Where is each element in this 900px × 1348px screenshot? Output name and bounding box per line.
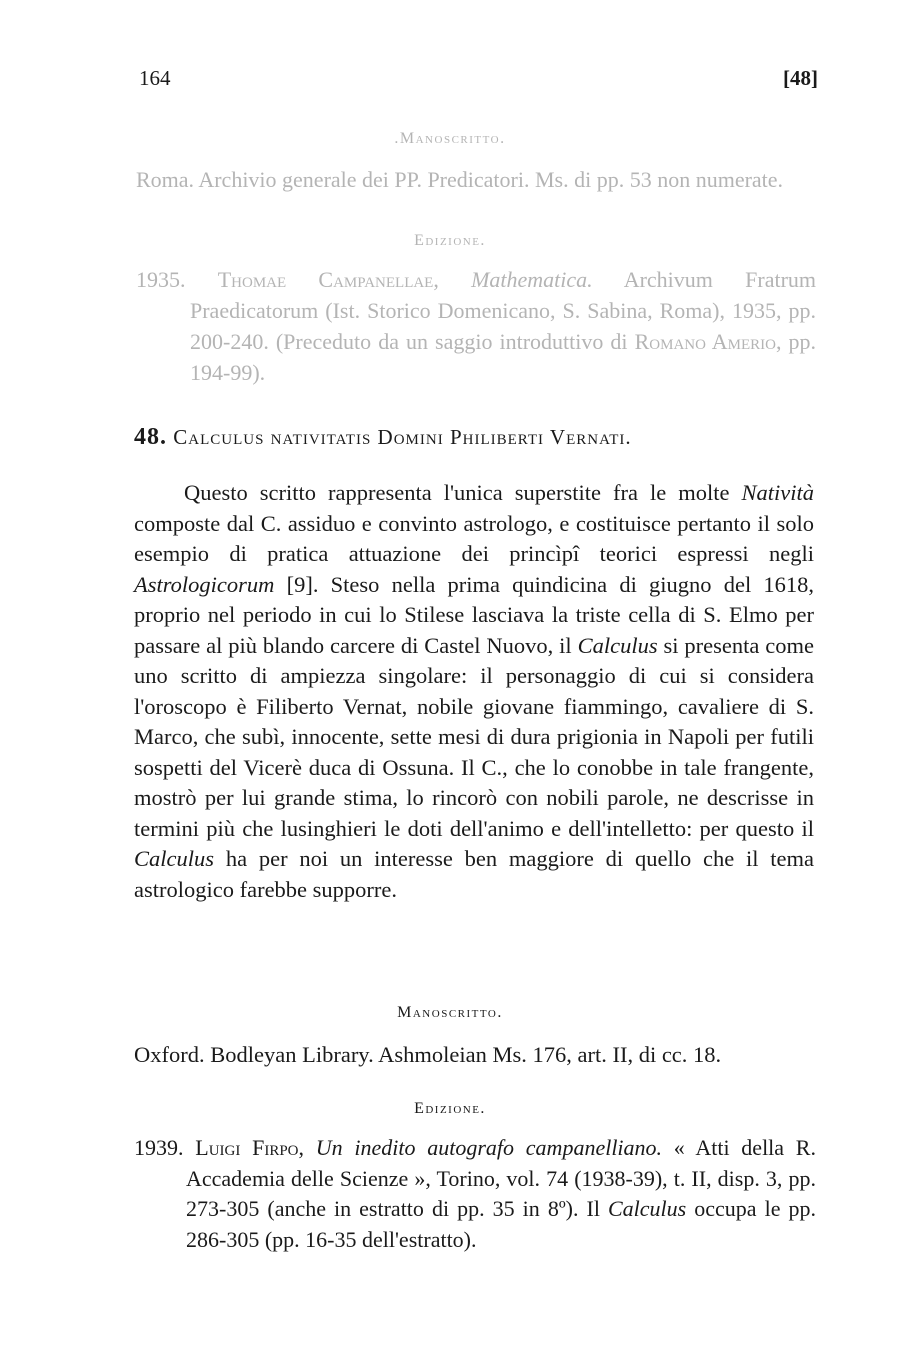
edition-rest: « Atti della R. Accademia delle Scienze », Torino, vol. 74 (1938-39), t. II, disp. 3, pp. 273-305 (anche in estratto di pp. 35 in 8º). Il bbox=[186, 1135, 816, 1221]
faded-edition-heading: Edizione. bbox=[414, 232, 486, 249]
section-title-text: Calculus nativitatis Domini Philiberti Vernati. bbox=[173, 425, 632, 449]
edition-year: 1939. bbox=[134, 1135, 184, 1160]
faded-edition-title: Mathematica. bbox=[471, 267, 593, 292]
edition-heading: Edizione. bbox=[414, 1100, 486, 1117]
body-text-1: Questo scritto rappresenta l'unica superstite fra le molte bbox=[184, 480, 730, 505]
faded-edition-name: Romano Amerio, bbox=[634, 329, 782, 354]
page-reference: [48] bbox=[783, 66, 818, 90]
body-text-3: [9]. Steso nella prima quindicina di giugno del 1618, proprio nel periodo in cui lo Stilese lasciava la triste cella di S. Elmo per passare al più blando carcere di Castel Nuovo, il bbox=[134, 571, 814, 658]
edition-author: Luigi Firpo, bbox=[195, 1135, 305, 1160]
faded-edition-year: 1935. bbox=[136, 267, 186, 292]
faded-manuscript-text: Roma. Archivio generale dei PP. Predicatori. Ms. di pp. 53 non numerate. bbox=[136, 167, 784, 192]
faded-manuscript-heading: .Manoscritto. bbox=[394, 130, 506, 147]
section-number: 48. bbox=[134, 424, 167, 450]
manuscript-text: Oxford. Bodleyan Library. Ashmoleian Ms. 176, art. II, di cc. 18. bbox=[134, 1042, 722, 1067]
faded-edition-entry bbox=[136, 264, 816, 388]
body-paragraph bbox=[134, 478, 814, 905]
italic-calculus-1: Calculus bbox=[577, 632, 658, 658]
italic-astrologicorum: Astrologicorum bbox=[134, 571, 275, 597]
body-text-2: composte dal C. assiduo e convinto astrologo, e costituisce pertanto il solo esempio di pratica attuazione dei princìpî teorici espressi negli bbox=[134, 510, 814, 566]
page-number: 164 bbox=[139, 66, 171, 90]
body-text-5: ha per noi un interesse ben maggiore di quello che il tema astrologico farebbe supporre. bbox=[134, 846, 815, 902]
body-text-4: si presenta come uno scritto di ampiezza singolare: il personaggio di cui si considera l'oroscopo è Filiberto Vernat, nobile giovane fiammingo, cavaliere di S. Marco, che subì, innocente, sette mesi di dura prigionia in Napoli per futili sospetti del Vicerè duca di Ossuna. Il C., che lo conobbe in tale frangente, mostrò per lui grande stima, lo rincorò con nobili parole, ne descrisse in termini più che lusinghieri le doti dell'animo e dell'intelletto: per questo il bbox=[134, 632, 815, 841]
manuscript-heading: Manoscritto. bbox=[397, 1004, 503, 1021]
edition-end: occupa le pp. 286-305 (pp. 16-35 dell'estratto). bbox=[186, 1196, 817, 1252]
edition-entry bbox=[134, 1133, 816, 1255]
section-title bbox=[134, 424, 834, 451]
faded-edition-author: Thomae Campanellae, bbox=[217, 267, 439, 292]
faded-edition-rest: Archivum Fratrum Praedicatorum (Ist. Storico Domenicano, S. Sabina, Roma), 1935, pp. 200-240. (Preceduto da un saggio introduttivo di bbox=[190, 267, 817, 354]
edition-title: Un inedito autografo campanelliano. bbox=[315, 1135, 663, 1160]
faded-edition-pages: pp. 194-99). bbox=[190, 329, 817, 385]
italic-nativita: Natività bbox=[741, 480, 814, 505]
italic-calculus-2: Calculus bbox=[134, 846, 215, 871]
edition-calculus: Calculus bbox=[608, 1196, 687, 1221]
